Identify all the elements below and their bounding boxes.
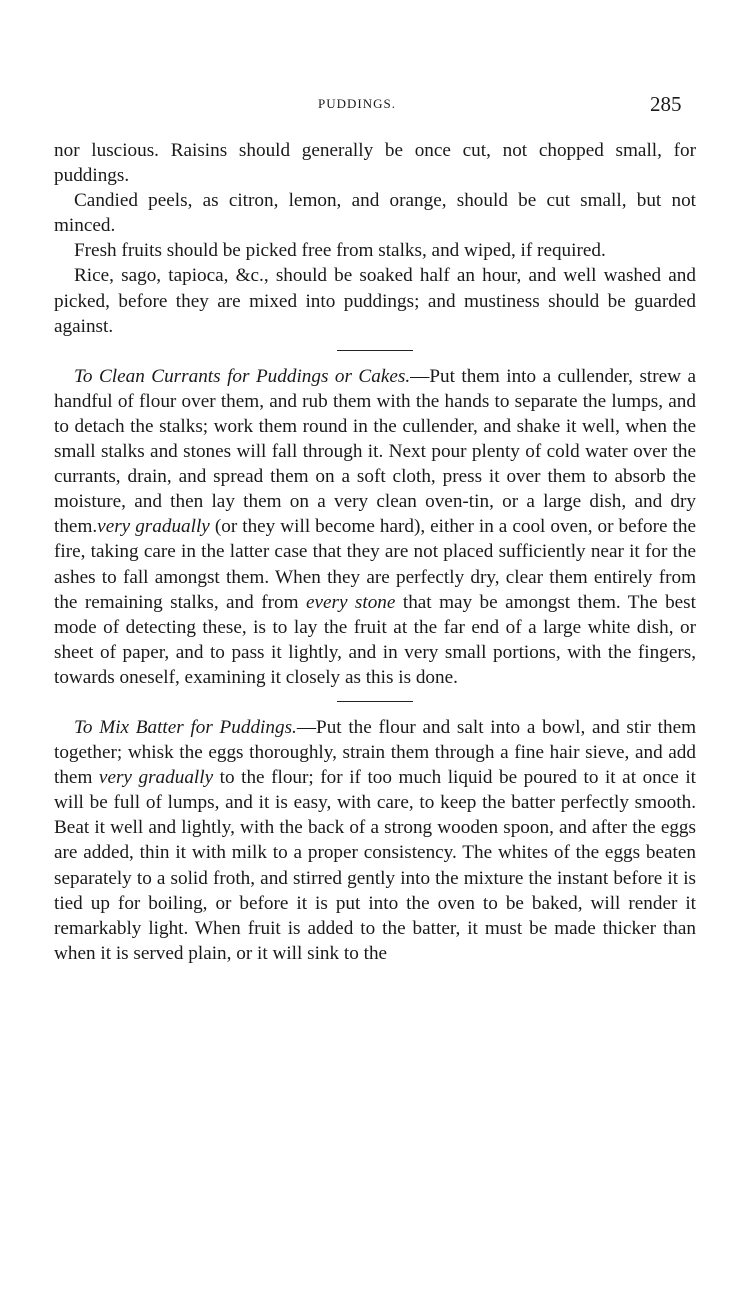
batter-section-title: To Mix Batter for Puddings. [74, 716, 297, 738]
batter-paragraph [54, 715, 696, 966]
page-body [54, 138, 696, 966]
intro-paragraph-rice: Rice, sago, tapioca, &c., should be soaked half an hour, and well washed and picked, before they are mixed into puddings; and mustiness should be guarded against. [54, 265, 696, 337]
currants-text-part-1: —Put them into a cullender, strew a handful of flour over them, and rub them with the hands to separate the lumps, and to detach the stalks; work them round in the cullender, and shake it well, when the small stalks and stones will fall through it. Next pour plenty of cold water over the currants, drain, and spread them on a soft cloth, press it over them to absorb the moisture, and then lay them on a very clean oven-tin, or a large dish, and dry them. [54, 365, 696, 538]
running-head-title: PUDDINGS. [318, 96, 396, 111]
currants-text-part-3: that may be amongst them. The best mode of detecting these, is to lay the fruit at the far end of a large white dish, or sheet of paper, and to pass it lightly, and in very small portions, with the fingers, towards oneself, examining it closely as this is done. [54, 591, 696, 688]
intro-paragraph-peels: Candied peels, as citron, lemon, and orange, should be cut small, but not minced. [54, 190, 696, 237]
intro-paragraph-fruits: Fresh fruits should be picked free from stalks, and wiped, if required. [74, 240, 606, 262]
intro-paragraph-raisins: nor luscious. Raisins should generally be once cut, not chopped small, for puddings. [54, 140, 696, 187]
section-divider-rule [337, 701, 413, 702]
currants-emphasis-every-stone: every stone [305, 591, 396, 613]
batter-emphasis-gradually: very gradually [98, 767, 214, 789]
running-head [0, 92, 750, 122]
currants-section-title: To Clean Currants for Puddings or Cakes. [74, 365, 411, 387]
page-number: 285 [650, 92, 682, 116]
currants-emphasis-gradually: very gradually [97, 516, 210, 538]
currants-text-part-2: (or they will become hard), either in a cool oven, or before the fire, taking care in the latter case that they are not placed sufficiently near it for the ashes to fall amongst them. When they are perfectly dry, clear them entirely from the remaining stalks, and from [54, 516, 696, 613]
section-divider-rule [337, 350, 413, 351]
batter-text-part-1: —Put the flour and salt into a bowl, and stir them together; whisk the eggs thoroughly, strain them through a fine hair sieve, and add them [54, 716, 697, 789]
currants-paragraph [54, 364, 696, 690]
batter-text-part-2: to the flour; for if too much liquid be poured to it at once it will be full of lumps, and it is easy, with care, to keep the batter perfectly smooth. Beat it well and lightly, with the back of a strong wooden spoon, and after the eggs are added, thin it with milk to a proper consistency. The whites of the eggs beaten separately to a solid froth, and stirred gently into the mixture the instant before it is tied up for boiling, or before it is put into the oven to be baked, will render it remarkably light. When fruit is added to the batter, it must be made thicker than when it is served plain, or it will sink to the [54, 767, 696, 964]
